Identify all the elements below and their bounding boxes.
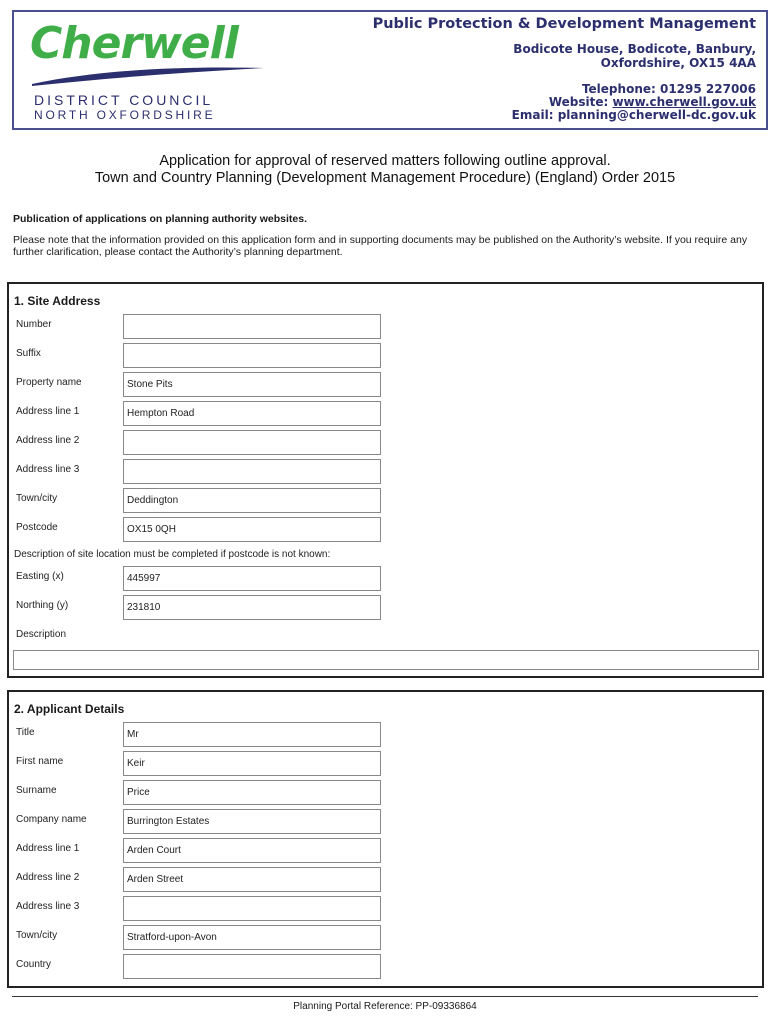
description-field[interactable] — [13, 650, 759, 670]
field-label: Address line 3 — [16, 901, 80, 912]
website-line — [549, 95, 756, 109]
section-title: 2. Applicant Details — [14, 702, 125, 716]
title-field[interactable]: Mr — [123, 722, 381, 747]
planning-portal-reference: Planning Portal Reference: PP-09336864 — [293, 1001, 477, 1012]
field-label: Surname — [16, 785, 57, 796]
field-label: Town/city — [16, 930, 58, 941]
field-label: Company name — [16, 814, 87, 825]
field-label: Address line 2 — [16, 435, 80, 446]
address-line-3-field[interactable] — [123, 896, 381, 921]
site-address-section — [7, 282, 764, 678]
address-line-2-field[interactable]: Arden Street — [123, 867, 381, 892]
postcode-field[interactable]: OX15 0QH — [123, 517, 381, 542]
address-line-2: Oxfordshire, OX15 4AA — [600, 56, 756, 70]
email-label: Email: — [511, 108, 558, 122]
address-line-1-field[interactable]: Arden Court — [123, 838, 381, 863]
address-line-3-field[interactable] — [123, 459, 381, 484]
email-link[interactable]: planning@cherwell-dc.gov.uk — [557, 108, 756, 122]
logo-north-oxfordshire: NORTH OXFORDSHIRE — [34, 108, 216, 122]
applicant-details-section — [7, 690, 764, 988]
field-label: Title — [16, 727, 35, 738]
suffix-field[interactable] — [123, 343, 381, 368]
website-link[interactable]: www.cherwell.gov.uk — [612, 95, 756, 109]
form-title-line-2: Town and Country Planning (Development Management Procedure) (England) Order 2015 — [94, 170, 676, 186]
field-label: Northing (y) — [16, 600, 69, 611]
field-label: Property name — [16, 377, 82, 388]
telephone: Telephone: 01295 227006 — [581, 82, 756, 96]
field-label: Easting (x) — [16, 571, 64, 582]
company-name-field[interactable]: Burrington Estates — [123, 809, 381, 834]
header-banner — [12, 10, 768, 130]
logo-district-council: DISTRICT COUNCIL — [34, 92, 214, 108]
field-label: Number — [16, 319, 52, 330]
footer-divider — [12, 996, 758, 997]
town-city-field[interactable]: Stratford-upon-Avon — [123, 925, 381, 950]
first-name-field[interactable]: Keir — [123, 751, 381, 776]
department-name: Public Protection & Development Management — [372, 16, 756, 32]
address-line-2-field[interactable] — [123, 430, 381, 455]
field-label: Postcode — [16, 522, 58, 533]
website-label: Website: — [548, 95, 613, 109]
northing-field[interactable]: 231810 — [123, 595, 381, 620]
field-label: Description — [16, 629, 67, 640]
logo-swoosh-icon — [28, 62, 268, 88]
field-label: Country — [16, 959, 52, 970]
council-logo-name: Cherwell — [30, 18, 238, 69]
field-label: First name — [16, 756, 64, 767]
number-field[interactable] — [123, 314, 381, 339]
surname-field[interactable]: Price — [123, 780, 381, 805]
field-label: Address line 1 — [16, 843, 80, 854]
country-field[interactable] — [123, 954, 381, 979]
field-label: Address line 2 — [16, 872, 80, 883]
town-city-field[interactable]: Deddington — [123, 488, 381, 513]
publication-heading: Publication of applications on planning authority websites. — [13, 213, 308, 225]
section-title: 1. Site Address — [14, 294, 101, 308]
field-label: Town/city — [16, 493, 58, 504]
field-label: Address line 3 — [16, 464, 80, 475]
field-label: Address line 1 — [16, 406, 80, 417]
location-note: Description of site location must be completed if postcode is not known: — [14, 549, 331, 560]
publication-note: Please note that the information provided on this application form and in supporting documents may be published on the Authority’s website. If you require any further clarification, please contact the Authority’s planning department. — [13, 234, 748, 258]
property-name-field[interactable]: Stone Pits — [123, 372, 381, 397]
address-line-1-field[interactable]: Hempton Road — [123, 401, 381, 426]
form-title-line-1: Application for approval of reserved matters following outline approval. — [159, 153, 611, 169]
field-label: Suffix — [16, 348, 41, 359]
email-line — [512, 108, 756, 122]
address-line-1: Bodicote House, Bodicote, Banbury, — [513, 42, 756, 56]
easting-field[interactable]: 445997 — [123, 566, 381, 591]
